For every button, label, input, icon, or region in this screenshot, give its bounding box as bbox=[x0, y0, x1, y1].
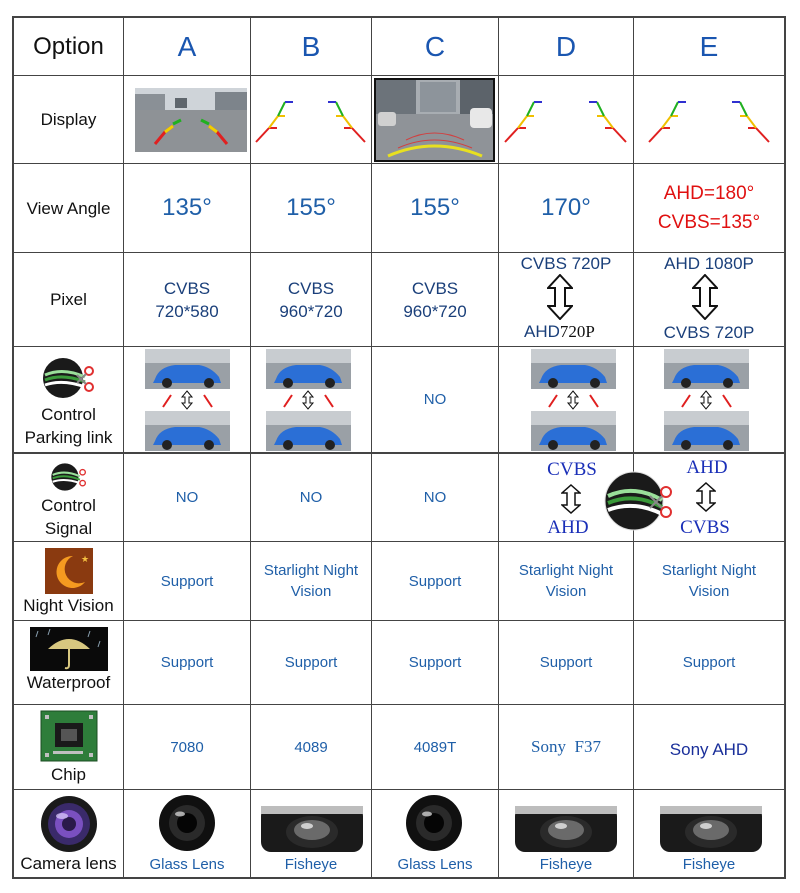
chip-label: Chip bbox=[51, 765, 86, 784]
display-d-guide-lines bbox=[502, 96, 629, 146]
row-label-waterproof bbox=[14, 621, 123, 704]
row-label-lens bbox=[14, 790, 123, 877]
header-col-d: D bbox=[555, 30, 577, 62]
waterproof-c: Support bbox=[408, 654, 462, 671]
lens-e-fisheye-image bbox=[656, 796, 766, 852]
pixel-d-bottom bbox=[524, 320, 614, 342]
night-e bbox=[634, 542, 784, 620]
view-angle-b: 155° bbox=[286, 194, 336, 221]
pixel-b-line1: CVBS bbox=[287, 278, 335, 298]
lens-e-label: Fisheye bbox=[682, 855, 736, 873]
chip-e: Sony AHD bbox=[669, 740, 749, 759]
umbrella-icon bbox=[30, 627, 108, 671]
chip-c: 4089T bbox=[413, 738, 457, 756]
night-label: Night Vision bbox=[23, 596, 114, 615]
row-label-chip bbox=[14, 705, 123, 789]
night-e-line2: Vision bbox=[688, 583, 730, 600]
pixel-a-line2: 720*580 bbox=[155, 301, 219, 321]
header-col-b: B bbox=[301, 30, 321, 62]
row-label-pixel: Pixel bbox=[50, 290, 87, 309]
signal-e-bottom: CVBS bbox=[680, 517, 730, 538]
night-b-line1: Starlight Night bbox=[263, 562, 359, 579]
parking-label-line2: Parking link bbox=[24, 428, 113, 447]
svg-text:★: ★ bbox=[80, 555, 89, 565]
pixel-d-bottom-ahd: AHD bbox=[524, 322, 560, 341]
view-angle-d: 170° bbox=[541, 194, 591, 221]
lens-label: Camera lens bbox=[20, 854, 117, 873]
signal-b-no: NO bbox=[299, 489, 323, 506]
control-wire-icon bbox=[41, 353, 97, 403]
chip-a: 7080 bbox=[170, 738, 204, 756]
signal-d-bottom: AHD bbox=[547, 517, 589, 538]
parking-e-car-images bbox=[664, 349, 749, 451]
view-angle-e bbox=[634, 164, 784, 252]
parking-c-no: NO bbox=[423, 391, 447, 408]
lens-a-glass-image bbox=[156, 794, 218, 852]
lens-c-label: Glass Lens bbox=[397, 855, 473, 873]
pixel-d-top: CVBS 720P bbox=[520, 253, 612, 273]
signal-wire-bundle-icon bbox=[600, 470, 674, 532]
signal-a-no: NO bbox=[175, 489, 199, 506]
night-a: Support bbox=[160, 572, 214, 590]
pixel-e-top: AHD 1080P bbox=[664, 253, 754, 273]
waterproof-e: Support bbox=[682, 654, 736, 671]
camera-lens-icon bbox=[36, 794, 102, 854]
lens-a-label: Glass Lens bbox=[149, 855, 225, 873]
view-angle-a: 135° bbox=[162, 194, 212, 221]
signal-label-line2: Signal bbox=[44, 519, 93, 538]
row-label-signal bbox=[14, 454, 123, 541]
chip-board-icon bbox=[39, 709, 99, 763]
pixel-d-updown-arrow-icon bbox=[547, 274, 573, 320]
row-label-parking bbox=[14, 347, 123, 452]
display-b-guide-lines bbox=[253, 96, 368, 146]
parking-b-car-images bbox=[266, 349, 351, 451]
row-label-view-angle: View Angle bbox=[26, 198, 111, 218]
night-d bbox=[499, 542, 633, 620]
signal-label-line1: Control bbox=[41, 496, 96, 515]
pixel-a bbox=[124, 253, 250, 346]
lens-d-label: Fisheye bbox=[539, 855, 593, 873]
chip-d: Sony F37 bbox=[531, 737, 601, 756]
signal-c-no: NO bbox=[423, 489, 447, 506]
signal-e-updown-arrow-icon bbox=[696, 482, 716, 512]
pixel-b bbox=[251, 253, 371, 346]
lens-b-fisheye-image bbox=[257, 796, 367, 852]
header-col-e: E bbox=[699, 30, 719, 62]
chip-b: 4089 bbox=[294, 738, 328, 756]
display-a-road-image bbox=[135, 88, 247, 152]
pixel-c-line1: CVBS bbox=[411, 278, 459, 298]
lens-d-fisheye-image bbox=[511, 796, 621, 852]
lens-c-glass-image bbox=[403, 794, 465, 852]
row-label-display: Display bbox=[40, 110, 97, 129]
night-c: Support bbox=[408, 572, 462, 590]
night-e-line1: Starlight Night bbox=[661, 562, 757, 579]
parking-label-line1: Control bbox=[41, 405, 96, 424]
view-angle-c: 155° bbox=[410, 194, 460, 221]
night-b bbox=[251, 542, 371, 620]
lens-b-label: Fisheye bbox=[284, 855, 338, 873]
parking-a-car-images bbox=[145, 349, 230, 451]
night-d-line1: Starlight Night bbox=[518, 562, 614, 579]
pixel-a-line1: CVBS bbox=[163, 278, 211, 298]
pixel-c bbox=[372, 253, 498, 346]
pixel-d-bottom-720p: 720P bbox=[559, 322, 595, 341]
waterproof-b: Support bbox=[284, 654, 338, 671]
pixel-e-updown-arrow-icon bbox=[692, 274, 718, 320]
header-col-c: C bbox=[424, 30, 446, 62]
view-angle-e-ahd: AHD=180° bbox=[663, 183, 755, 204]
waterproof-a: Support bbox=[160, 654, 214, 671]
waterproof-d: Support bbox=[539, 654, 593, 671]
pixel-e-bottom: CVBS 720P bbox=[663, 322, 755, 342]
signal-d-updown-arrow-icon bbox=[561, 484, 581, 514]
pixel-c-line2: 960*720 bbox=[403, 301, 467, 321]
control-wire-icon bbox=[49, 460, 89, 494]
night-d-line2: Vision bbox=[545, 583, 587, 600]
display-c-parking-image bbox=[374, 78, 495, 162]
header-col-a: A bbox=[177, 30, 197, 62]
header-option: Option bbox=[33, 32, 104, 60]
row-label-night bbox=[14, 542, 123, 620]
signal-e-top: AHD bbox=[686, 457, 728, 478]
signal-d-top: CVBS bbox=[547, 459, 597, 480]
pixel-b-line2: 960*720 bbox=[279, 301, 343, 321]
display-e-guide-lines bbox=[646, 96, 772, 146]
view-angle-e-cvbs: CVBS=135° bbox=[657, 212, 761, 233]
parking-d-car-images bbox=[531, 349, 616, 451]
moon-icon bbox=[45, 548, 93, 594]
night-b-line2: Vision bbox=[290, 583, 332, 600]
waterproof-label: Waterproof bbox=[26, 673, 111, 692]
